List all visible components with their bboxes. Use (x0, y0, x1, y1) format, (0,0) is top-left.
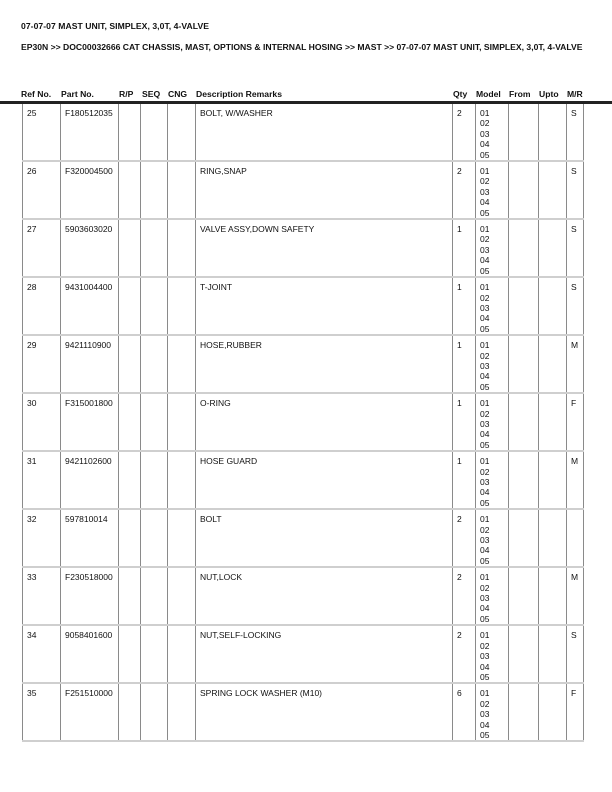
from-cell (509, 161, 539, 219)
model-code: 05 (480, 497, 490, 508)
table-row (23, 161, 584, 219)
model-code: 01 (480, 572, 490, 583)
model-cell (476, 393, 509, 451)
model-code: 05 (480, 439, 490, 450)
ref-no-cell: 35 (23, 683, 61, 741)
model-code: 01 (480, 224, 490, 235)
qty-cell: 2 (453, 104, 476, 161)
cng-cell (168, 683, 196, 741)
model-code: 02 (480, 350, 490, 361)
description-cell: VALVE ASSY,DOWN SAFETY (196, 219, 453, 277)
description-cell: BOLT (196, 509, 453, 567)
mr-cell: F (567, 683, 584, 741)
header-cng: CNG (168, 89, 188, 99)
model-code: 05 (480, 381, 490, 392)
description-cell: HOSE,RUBBER (196, 335, 453, 393)
description-cell: SPRING LOCK WASHER (M10) (196, 683, 453, 741)
ref-no-cell: 27 (23, 219, 61, 277)
model-cell (476, 567, 509, 625)
model-code: 02 (480, 408, 490, 419)
ref-no-cell: 28 (23, 277, 61, 335)
seq-cell (141, 625, 168, 683)
model-cell (476, 104, 509, 161)
model-code: 01 (480, 456, 490, 467)
header-ref-no: Ref No. (21, 89, 52, 99)
seq-cell (141, 393, 168, 451)
parts-table (22, 104, 584, 742)
model-code: 02 (480, 234, 490, 245)
model-code: 04 (480, 719, 490, 730)
mr-cell: S (567, 161, 584, 219)
part-no-cell: F251510000 (61, 683, 119, 741)
model-code: 02 (480, 524, 490, 535)
upto-cell (539, 335, 567, 393)
model-code: 03 (480, 535, 490, 546)
description-cell: NUT,SELF-LOCKING (196, 625, 453, 683)
model-code: 04 (480, 197, 490, 208)
model-code: 01 (480, 282, 490, 293)
model-code: 02 (480, 466, 490, 477)
parts-table-body (23, 104, 584, 741)
cng-cell (168, 509, 196, 567)
model-code: 01 (480, 514, 490, 525)
qty-cell: 1 (453, 451, 476, 509)
breadcrumb: EP30N >> DOC00032666 CAT CHASSIS, MAST, OPTIONS & INTERNAL HOSING >> MAST >> 07-07-07 MAST UNIT, SIMPLEX, 3,0T, 4-VALVE (21, 42, 583, 52)
cng-cell (168, 161, 196, 219)
seq-cell (141, 451, 168, 509)
table-row (23, 451, 584, 509)
model-code: 03 (480, 709, 490, 720)
part-no-cell: 9421102600 (61, 451, 119, 509)
header-seq: SEQ (142, 89, 161, 99)
model-code: 03 (480, 360, 490, 371)
mr-cell: S (567, 104, 584, 161)
model-code: 04 (480, 603, 490, 614)
from-cell (509, 625, 539, 683)
rp-cell (119, 104, 141, 161)
model-code: 04 (480, 255, 490, 266)
part-no-cell: 5903603020 (61, 219, 119, 277)
description-cell: BOLT, W/WASHER (196, 104, 453, 161)
qty-cell: 2 (453, 509, 476, 567)
rp-cell (119, 335, 141, 393)
ref-no-cell: 29 (23, 335, 61, 393)
upto-cell (539, 451, 567, 509)
model-cell (476, 625, 509, 683)
seq-cell (141, 277, 168, 335)
cng-cell (168, 104, 196, 161)
upto-cell (539, 509, 567, 567)
cng-cell (168, 277, 196, 335)
ref-no-cell: 30 (23, 393, 61, 451)
upto-cell (539, 625, 567, 683)
part-no-cell: F315001800 (61, 393, 119, 451)
model-cell (476, 219, 509, 277)
model-cell (476, 683, 509, 741)
ref-no-cell: 33 (23, 567, 61, 625)
table-row (23, 509, 584, 567)
from-cell (509, 393, 539, 451)
upto-cell (539, 277, 567, 335)
qty-cell: 2 (453, 625, 476, 683)
header-mr: M/R (567, 89, 583, 99)
model-code: 05 (480, 671, 490, 682)
mr-cell: M (567, 567, 584, 625)
model-code: 01 (480, 108, 490, 118)
seq-cell (141, 683, 168, 741)
model-code: 01 (480, 630, 490, 641)
upto-cell (539, 219, 567, 277)
part-no-cell: F320004500 (61, 161, 119, 219)
model-code: 05 (480, 555, 490, 566)
table-row (23, 335, 584, 393)
rp-cell (119, 509, 141, 567)
cng-cell (168, 451, 196, 509)
seq-cell (141, 567, 168, 625)
model-code: 04 (480, 313, 490, 324)
model-code: 04 (480, 139, 490, 150)
model-code: 03 (480, 128, 490, 139)
ref-no-cell: 26 (23, 161, 61, 219)
model-cell (476, 335, 509, 393)
model-code: 03 (480, 593, 490, 604)
qty-cell: 1 (453, 393, 476, 451)
qty-cell: 2 (453, 161, 476, 219)
from-cell (509, 509, 539, 567)
model-code: 01 (480, 340, 490, 351)
part-no-cell: 597810014 (61, 509, 119, 567)
cng-cell (168, 567, 196, 625)
seq-cell (141, 104, 168, 161)
model-code: 03 (480, 302, 490, 313)
model-code: 05 (480, 613, 490, 624)
model-code: 02 (480, 582, 490, 593)
cng-cell (168, 625, 196, 683)
rp-cell (119, 393, 141, 451)
header-upto: Upto (539, 89, 559, 99)
header-rp: R/P (119, 89, 134, 99)
header-model: Model (476, 89, 501, 99)
model-code: 02 (480, 118, 490, 129)
qty-cell: 1 (453, 219, 476, 277)
model-code: 02 (480, 292, 490, 303)
ref-no-cell: 34 (23, 625, 61, 683)
mr-cell: F (567, 393, 584, 451)
upto-cell (539, 104, 567, 161)
model-cell (476, 161, 509, 219)
rp-cell (119, 161, 141, 219)
qty-cell: 1 (453, 277, 476, 335)
model-code: 04 (480, 545, 490, 556)
model-code: 04 (480, 487, 490, 498)
rp-cell (119, 567, 141, 625)
from-cell (509, 683, 539, 741)
seq-cell (141, 219, 168, 277)
model-code: 04 (480, 371, 490, 382)
model-code: 03 (480, 418, 490, 429)
model-code: 04 (480, 661, 490, 672)
table-row (23, 219, 584, 277)
model-cell (476, 509, 509, 567)
model-code: 05 (480, 149, 490, 160)
rp-cell (119, 625, 141, 683)
model-code: 01 (480, 688, 490, 699)
model-code: 05 (480, 729, 490, 740)
from-cell (509, 104, 539, 161)
model-code: 03 (480, 651, 490, 662)
seq-cell (141, 509, 168, 567)
header-description: Description Remarks (196, 89, 282, 99)
part-no-cell: 9421110900 (61, 335, 119, 393)
model-code: 03 (480, 186, 490, 197)
mr-cell (567, 509, 584, 567)
model-code: 03 (480, 477, 490, 487)
header-qty: Qty (453, 89, 468, 99)
table-row (23, 625, 584, 683)
upto-cell (539, 567, 567, 625)
from-cell (509, 335, 539, 393)
ref-no-cell: 31 (23, 451, 61, 509)
model-code: 05 (480, 265, 490, 276)
from-cell (509, 451, 539, 509)
model-code: 05 (480, 207, 490, 218)
description-cell: T-JOINT (196, 277, 453, 335)
upto-cell (539, 683, 567, 741)
cng-cell (168, 219, 196, 277)
rp-cell (119, 451, 141, 509)
cng-cell (168, 335, 196, 393)
table-row (23, 393, 584, 451)
rp-cell (119, 277, 141, 335)
from-cell (509, 219, 539, 277)
model-cell (476, 277, 509, 335)
header-from: From (509, 89, 531, 99)
rp-cell (119, 219, 141, 277)
from-cell (509, 277, 539, 335)
table-row (23, 104, 584, 161)
model-code: 01 (480, 166, 490, 177)
model-code: 02 (480, 640, 490, 651)
qty-cell: 1 (453, 335, 476, 393)
model-code: 03 (480, 244, 490, 255)
part-no-cell: F230518000 (61, 567, 119, 625)
model-code: 02 (480, 698, 490, 709)
seq-cell (141, 335, 168, 393)
mr-cell: S (567, 277, 584, 335)
rp-cell (119, 683, 141, 741)
description-cell: O-RING (196, 393, 453, 451)
model-code: 05 (480, 323, 490, 334)
model-code: 04 (480, 429, 490, 440)
cng-cell (168, 393, 196, 451)
qty-cell: 6 (453, 683, 476, 741)
part-no-cell: 9058401600 (61, 625, 119, 683)
qty-cell: 2 (453, 567, 476, 625)
page-title: 07-07-07 MAST UNIT, SIMPLEX, 3,0T, 4-VALVE (21, 21, 210, 31)
upto-cell (539, 393, 567, 451)
mr-cell: M (567, 451, 584, 509)
description-cell: RING,SNAP (196, 161, 453, 219)
model-code: 02 (480, 176, 490, 187)
mr-cell: S (567, 625, 584, 683)
ref-no-cell: 25 (23, 104, 61, 161)
mr-cell: M (567, 335, 584, 393)
model-code: 01 (480, 398, 490, 409)
mr-cell: S (567, 219, 584, 277)
table-row (23, 567, 584, 625)
description-cell: NUT,LOCK (196, 567, 453, 625)
model-cell (476, 451, 509, 509)
part-no-cell: 9431004400 (61, 277, 119, 335)
ref-no-cell: 32 (23, 509, 61, 567)
header-part-no: Part No. (61, 89, 94, 99)
description-cell: HOSE GUARD (196, 451, 453, 509)
from-cell (509, 567, 539, 625)
table-row (23, 683, 584, 741)
part-no-cell: F180512035 (61, 104, 119, 161)
table-row (23, 277, 584, 335)
upto-cell (539, 161, 567, 219)
seq-cell (141, 161, 168, 219)
